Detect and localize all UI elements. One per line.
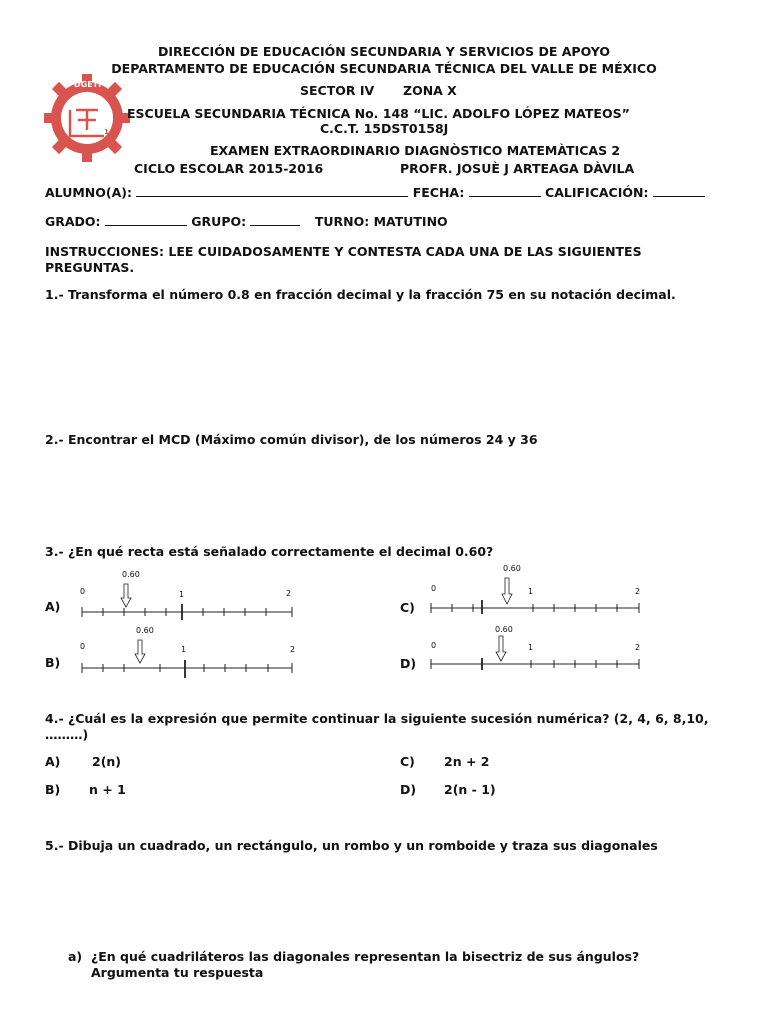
arrow-label: 0.60 xyxy=(503,564,521,573)
q3-option-letter: C) xyxy=(400,600,415,615)
question-2: 2.- Encontrar el MCD (Máximo común divisor), de los números 24 y 36 xyxy=(45,432,538,447)
header-exam: EXAMEN EXTRAORDINARIO DIAGNÒSTICO MATEMÀTICAS 2 xyxy=(210,143,621,158)
number-line-label: 1 xyxy=(528,587,534,596)
q4-option-text: 2(n) xyxy=(92,754,122,769)
question-3: 3.- ¿En qué recta está señalado correctamente el decimal 0.60? xyxy=(45,544,494,559)
instructions-line1: INSTRUCCIONES: LEE CUIDADOSAMENTE Y CONTESTA CADA UNA DE LAS SIGUIENTES xyxy=(45,244,642,259)
logo-top-text: DGETI xyxy=(74,80,102,89)
fecha-blank[interactable] xyxy=(469,184,541,197)
number-line-label: 1 xyxy=(179,590,185,599)
q4-option-letter: B) xyxy=(45,782,61,797)
number-line-label: 2 xyxy=(290,645,296,654)
number-line-label: 2 xyxy=(635,643,641,652)
number-line-b xyxy=(80,636,295,678)
fecha-label: FECHA: xyxy=(412,185,465,200)
number-line-label: 1 xyxy=(528,643,534,652)
calificacion-blank[interactable] xyxy=(653,184,705,197)
q4-option-letter: D) xyxy=(400,782,417,797)
number-line-label: 0 xyxy=(80,587,86,596)
logo-bottom-text: 148 xyxy=(104,128,119,136)
instructions-line2: PREGUNTAS. xyxy=(45,260,135,275)
calificacion-label: CALIFICACIÓN: xyxy=(545,185,649,200)
q3-option-letter: D) xyxy=(400,656,417,671)
number-line-label: 1 xyxy=(181,645,187,654)
number-line-label: 2 xyxy=(635,587,641,596)
question-5a-letter: a) xyxy=(68,949,83,964)
q4-option-letter: C) xyxy=(400,754,415,769)
arrow-label: 0.60 xyxy=(136,626,154,635)
number-line-c xyxy=(429,574,644,614)
question-4-line2: ………) xyxy=(45,727,89,742)
alumno-label: ALUMNO(A): xyxy=(45,185,132,200)
arrow-down-icon xyxy=(135,640,145,663)
arrow-label: 0.60 xyxy=(122,570,140,579)
header-line2: DEPARTAMENTO DE EDUCACIÓN SECUNDARIA TÉCNICA DEL VALLE DE MÉXICO xyxy=(111,61,657,76)
school-logo xyxy=(44,70,130,166)
header-cycle: CICLO ESCOLAR 2015-2016 xyxy=(134,161,324,176)
header-school: ESCUELA SECUNDARIA TÉCNICA No. 148 “LIC. ADOLFO LÓPEZ MATEOS” xyxy=(127,106,630,121)
question-1: 1.- Transforma el número 0.8 en fracción decimal y la fracción 75 en su notación decimal. xyxy=(45,287,676,302)
header-cct: C.C.T. 15DST0158J xyxy=(320,121,449,136)
turno-label: TURNO: MATUTINO xyxy=(314,214,448,229)
arrow-label: 0.60 xyxy=(495,625,513,634)
alumno-blank[interactable] xyxy=(136,184,408,197)
arrow-down-icon xyxy=(496,636,506,661)
alumno-field xyxy=(45,184,705,200)
question-4-line1: 4.- ¿Cuál es la expresión que permite continuar la siguiente sucesión numérica? (2, 4, 6, 8,10, xyxy=(45,711,709,726)
grupo-blank[interactable] xyxy=(250,213,300,226)
question-5a-line1: ¿En qué cuadriláteros las diagonales representan la bisectriz de sus ángulos? xyxy=(91,949,640,964)
header-line1: DIRECCIÓN DE EDUCACIÓN SECUNDARIA Y SERVICIOS DE APOYO xyxy=(158,44,610,59)
number-line-a xyxy=(80,580,295,620)
header-teacher: PROFR. JOSUÈ J ARTEAGA DÀVILA xyxy=(400,161,635,176)
arrow-down-icon xyxy=(502,578,512,604)
question-5: 5.- Dibuja un cuadrado, un rectángulo, un rombo y un romboide y traza sus diagonales xyxy=(45,838,658,853)
number-line-label: 0 xyxy=(431,584,437,593)
number-line-label: 0 xyxy=(431,641,437,650)
question-5a-line2: Argumenta tu respuesta xyxy=(91,965,264,980)
number-line-label: 0 xyxy=(80,642,86,651)
grado-field xyxy=(45,213,448,229)
number-line-label: 2 xyxy=(286,589,292,598)
q3-option-letter: B) xyxy=(45,655,61,670)
grado-label: GRADO: xyxy=(45,214,101,229)
grupo-label: GRUPO: xyxy=(191,214,247,229)
grado-blank[interactable] xyxy=(105,213,187,226)
q4-option-text: n + 1 xyxy=(89,782,126,797)
q3-option-letter: A) xyxy=(45,599,61,614)
q4-option-text: 2n + 2 xyxy=(444,754,490,769)
number-line-d xyxy=(429,632,644,674)
q4-option-letter: A) xyxy=(45,754,61,769)
q4-option-text: 2(n - 1) xyxy=(444,782,496,797)
arrow-down-icon xyxy=(121,584,131,607)
header-sector: SECTOR IV xyxy=(300,83,375,98)
header-zona: ZONA X xyxy=(403,83,457,98)
